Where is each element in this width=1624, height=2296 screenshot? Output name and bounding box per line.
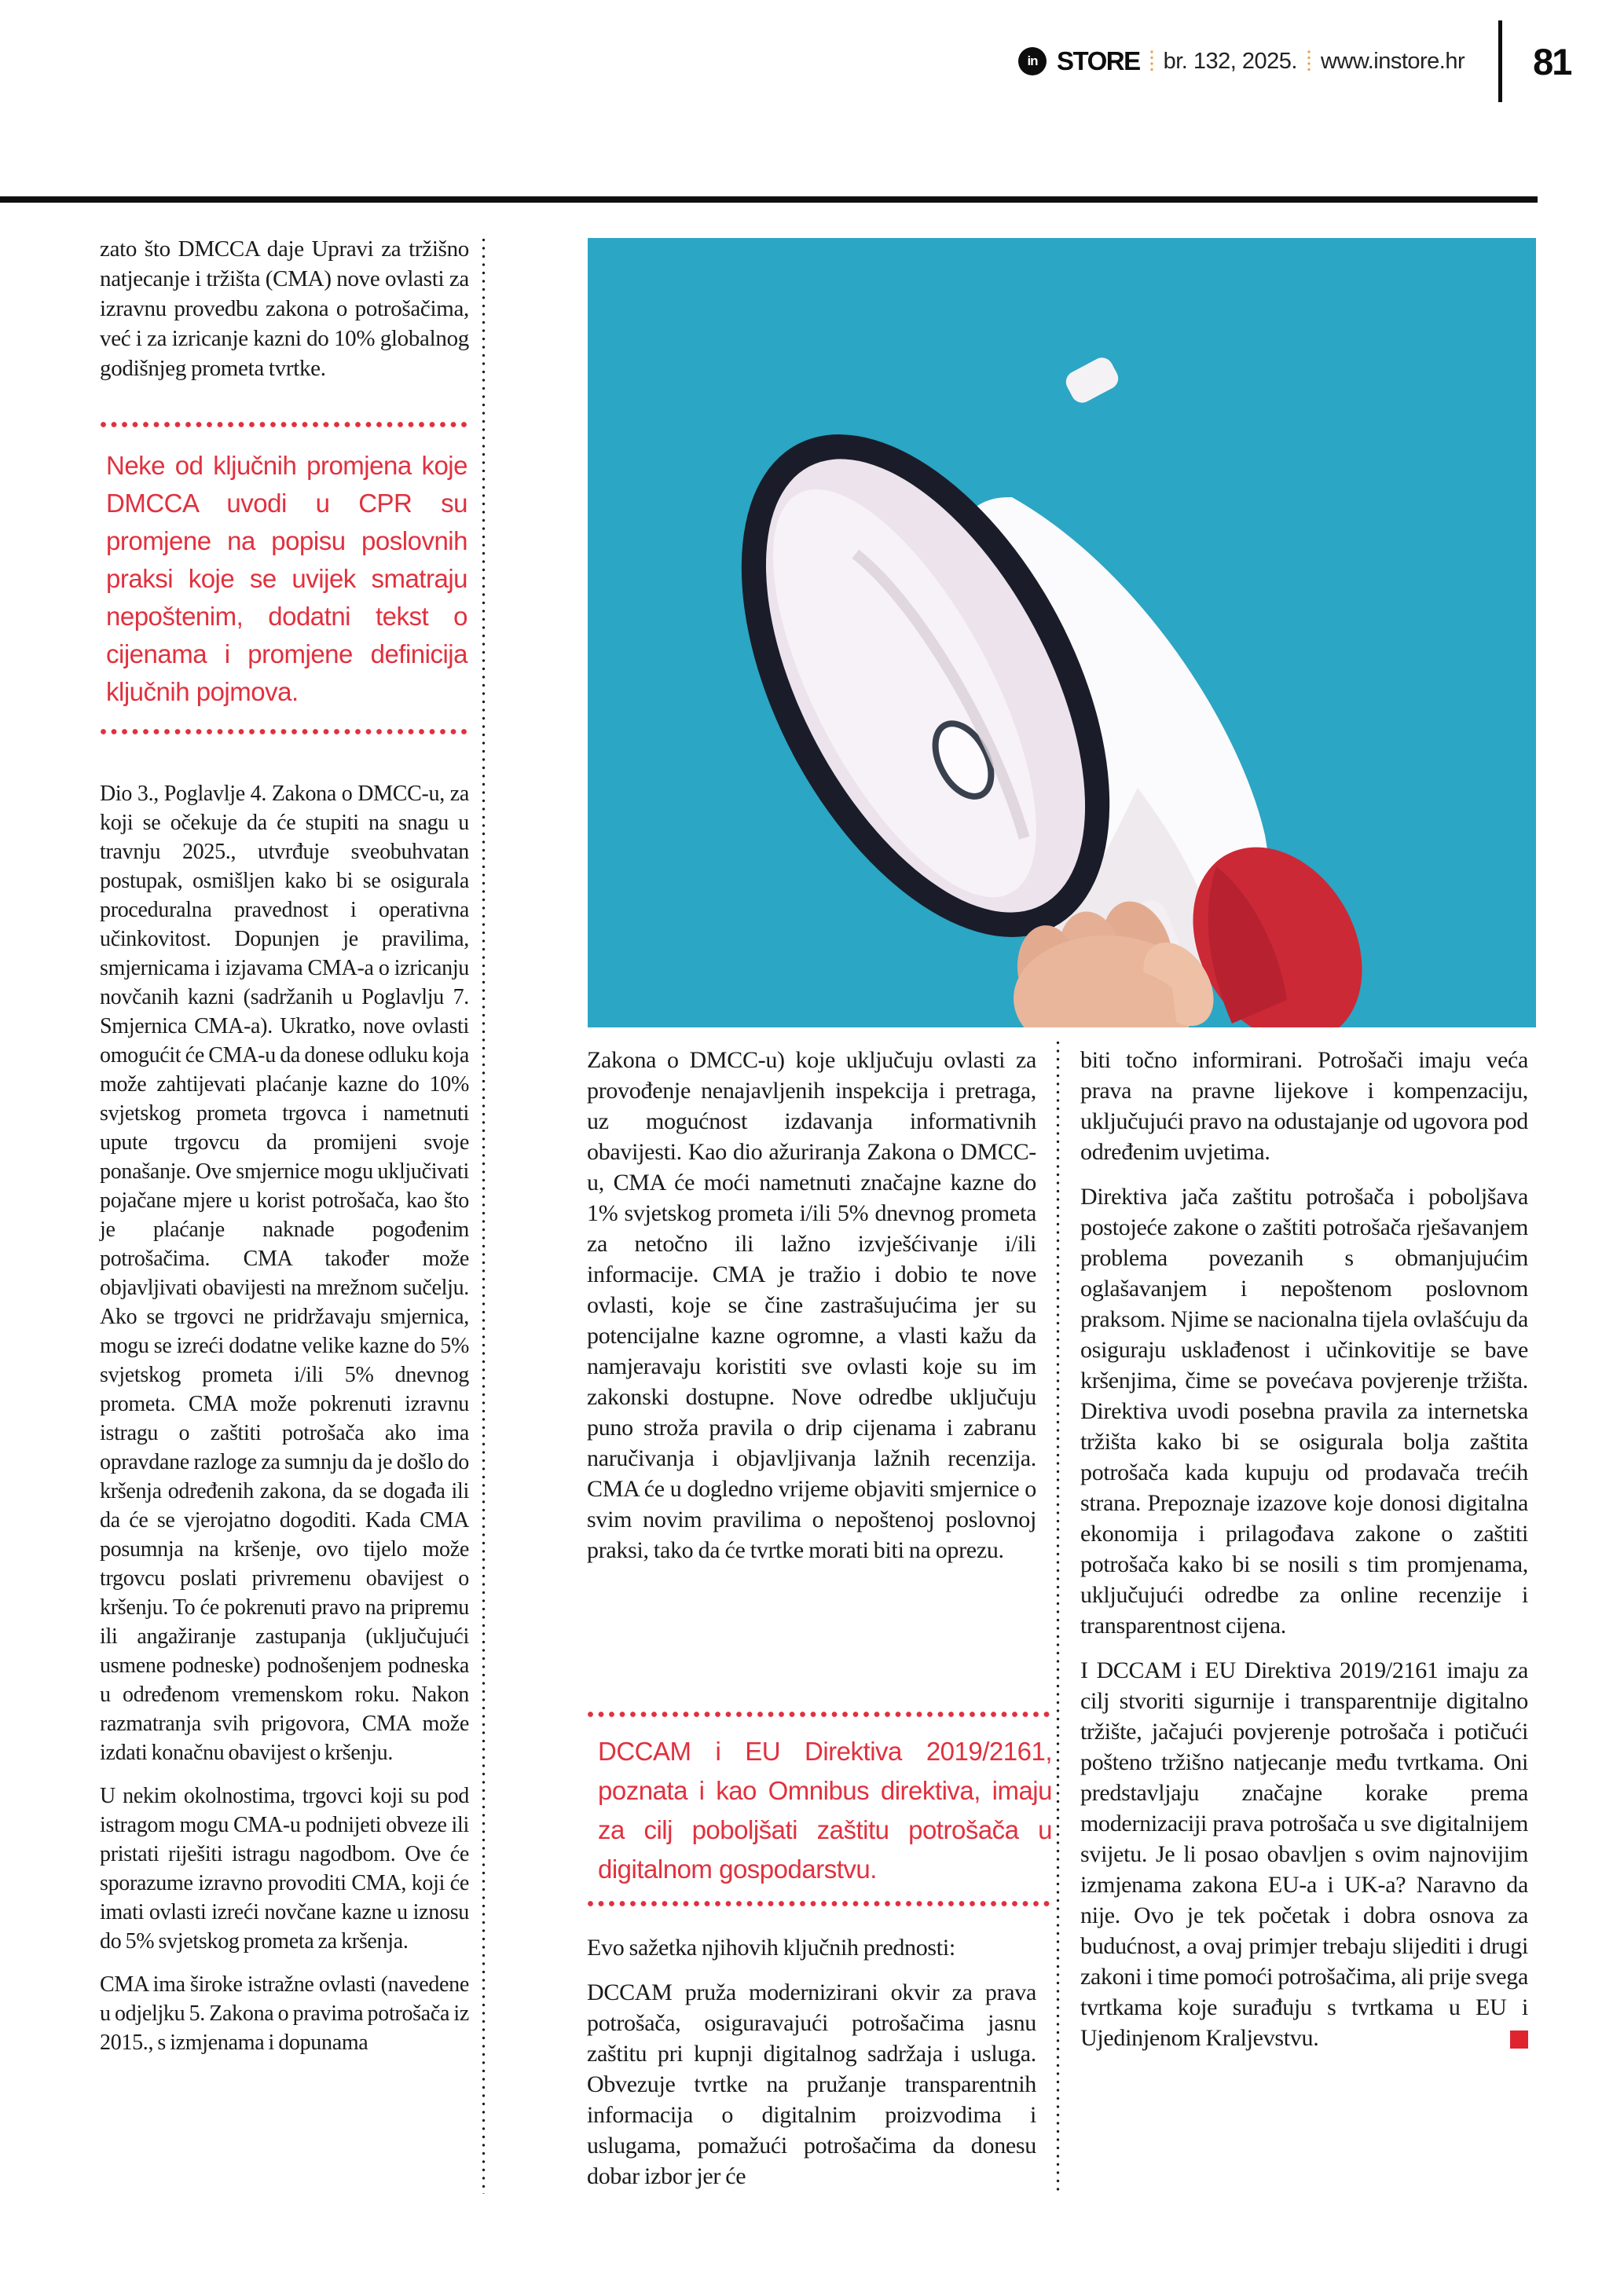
issue-number: br. 132, 2025. bbox=[1163, 48, 1297, 74]
end-of-article-marker bbox=[1510, 2031, 1528, 2049]
body-paragraph: Direktiva jača zaštitu potrošača i poboljšava postojeće zakone o zaštiti potrošača rješavanjem problema povezanih s obmanjujućim oglašavanjem i nepoštenom poslovnom praksom. Njime se nacionalna tijela ovlašćuju da osiguraju usklađenost i učinkovitije se bave kršenjima, čime se povećava povjerenje tržišta. Direktiva uvodi posebna pravila za internetska tržišta kako bi se osigurala bolja zaštita potrošača kada kupuju od prodavača trećih strana. Prepoznaje izazove koje donosi digitalna ekonomija i prilagođava zakone o zaštiti potrošača kako bi se nosili s tim promjenama, uključujući odredbe za online recenzije i transparentnost cijena. bbox=[1080, 1184, 1528, 1639]
body-paragraph: U nekim okolnostima, trgovci koji su pod istragom mogu CMA-u podnijeti obveze ili pristati riješiti istragu nagodbom. Ove će sporazume izravno provoditi CMA, koji će imati ovlasti izreći novčane kazne u iznosu do 5% svjetskog prometa za kršenja. bbox=[100, 1784, 469, 1954]
page-number: 81 bbox=[1533, 40, 1571, 82]
column1-body bbox=[100, 779, 469, 2057]
column2-body-lower bbox=[587, 1932, 1036, 2192]
pull-quote-omnibus bbox=[587, 1711, 1054, 1907]
pull-quote-text: DCCAM i EU Direktiva 2019/2161, poznata i kao Omnibus direktiva, imaju za cilj poboljšati zaštitu potrošača u digitalnom gospodarstvu. bbox=[598, 1737, 1052, 1884]
quote-border-dots bbox=[100, 728, 469, 735]
body-paragraph: Dio 3., Poglavlje 4. Zakona o DMCC-u, za koji se očekuje da će stupiti na snagu u travnju 2025., utvrđuje sveobuhvatan postupak, osmišljen kako bi se osigurala proceduralna pravednost i operativna učinkovitost. Dopunjen je pravilima, smjernicama i izjavama CMA-a o izricanju novčanih kazni (sadržanih u Poglavlju 7. Smjernica CMA-a). Ukratko, nove ovlasti omogućit će CMA-u da donese odluku koja može zahtijevati plaćanje kazne do 10% svjetskog prometa trgovca i nametnuti upute trgovcu da promijeni svoje ponašanje. Ove smjernice mogu uključivati pojačane mjere u korist potrošača, kao što je plaćanje naknade pogođenim potrošačima. CMA također može objavljivati obavijesti na mrežnom sučelju. Ako se trgovci ne pridržavaju smjernica, mogu se izreći dodatne velike kazne do 5% svjetskog prometa i/ili 5% dnevnog prometa. CMA može pokrenuti izravnu istragu o zaštiti potrošača ako ima opravdane razloge za sumnju da je došlo do kršenja određenih zakona, da se događa ili da će se vjerojatno dogoditi. Kada CMA posumnja na kršenje, ovo tijelo može trgovcu poslati privremenu obavijest o kršenju. To će pokrenuti pravo na pripremu ili angažiranje zastupanja (uključujući usmene podneske) podnošenjem podneska u određenom vremenskom roku. Nakon razmatranja svih prigovora, CMA može izdati konačnu obavijest o kršenju. bbox=[100, 782, 469, 1765]
paragraph-text: I DCCAM i EU Direktiva 2019/2161 imaju za cilj stvoriti sigurnije i transparentnije digitalno tržište, jačajući povjerenje potrošača i potičući pošteno tržišno natjecanje među tvrtkama. Oni predstavljaju značajne korake prema modernizaciji prava potrošača u sve digitalnijem svijetu. Je li posao obavljen s ovim najnovijim izmjenama zakona EU-a i UK-a? Naravno da nije. Ovo je tek početak i dobra osnova za budućnost, a ovaj primjer trebaju slijediti i drugi zakoni i time pomoći potrošačima, ali prije svega tvrtkama koje surađuju s tvrtkama u EU i Ujedinjenom Kraljevstvu. bbox=[1080, 1657, 1528, 2051]
column-divider-dots bbox=[1056, 1041, 1060, 2194]
column2-body bbox=[587, 1045, 1036, 1565]
top-rule bbox=[0, 196, 1538, 203]
column1-intro-paragraph: zato što DMCCA daje Upravi za tržišno natjecanje i tržišta (CMA) nove ovlasti za izravnu provedbu zakona o potrošačima, već i za izricanje kazni do 10% globalnog godišnjeg prometa tvrtke. bbox=[100, 236, 469, 381]
header-separator-dots-icon bbox=[1307, 49, 1311, 73]
body-paragraph: DCCAM pruža modernizirani okvir za prava potrošača, osiguravajući potrošačima jasnu zaštitu pri kupnji digitalnog sadržaja i usluga. Obvezuje tvrtke na pružanje transparentnih informacija o digitalnim proizvodima i uslugama, pomažući potrošačima da donesu dobar izbor jer će bbox=[587, 1979, 1036, 2189]
column-divider-dots bbox=[482, 238, 486, 2194]
quote-border-dots bbox=[587, 1711, 1054, 1718]
header-divider-bar bbox=[1498, 20, 1502, 102]
body-paragraph: biti točno informirani. Potrošači imaju veća prava na pravne lijekove i kompenzaciju, uključujući pravo na odustajanje od ugovora pod određenim uvjetima. bbox=[1080, 1047, 1528, 1165]
body-paragraph: Zakona o DMCC-u) koje uključuju ovlasti za provođenje nenajavljenih inspekcija i pretraga, uz mogućnost izdavanja informativnih obavijesti. Kao dio ažuriranja Zakona o DMCC-u, CMA će moći nametnuti značajne kazne do 1% svjetskog prometa i/ili 5% dnevnog prometa za netočno ili lažno izvješćivanje i/ili informacije. CMA je tražio i dobio te nove ovlasti, koje se čine zastrašujućima jer su potencijalne kazne ogromne, a vlasti kažu da namjeravaju koristiti sve ovlasti koje su im zakonski dostupne. Nove odredbe uključuju puno stroža pravila o drip cijenama i zabranu naručivanja i objavljivanja lažnih recenzija. CMA će u dogledno vrijeme objaviti smjernice o svim novim pravilima o nepoštenoj poslovnoj praksi, tako da će tvrtke morati biti na oprezu. bbox=[587, 1047, 1036, 1563]
body-paragraph bbox=[1080, 1655, 1528, 2053]
header-separator-dots-icon bbox=[1150, 49, 1153, 73]
instore-logo-icon: in bbox=[1018, 47, 1047, 75]
quote-border-dots bbox=[100, 421, 469, 428]
body-paragraph: CMA ima široke istražne ovlasti (navedene u odjeljku 5. Zakona o pravima potrošača iz 2015., s izmjenama i dopunama bbox=[100, 1972, 469, 2055]
page-header bbox=[1018, 17, 1571, 105]
column3-body bbox=[1080, 1045, 1528, 2053]
website-url: www.instore.hr bbox=[1320, 48, 1465, 74]
pull-quote-text: Neke od ključnih promjena koje DMCCA uvodi u CPR su promjene na popisu poslovnih praksi koje se uvijek smatraju nepoštenim, dodatni tekst o cijenama i promjene definicija ključnih pojmova. bbox=[106, 451, 467, 706]
body-paragraph: Evo sažetka njihovih ključnih prednosti: bbox=[587, 1935, 955, 1961]
megaphone-photo bbox=[588, 238, 1536, 1027]
pull-quote-dmcca bbox=[100, 421, 469, 735]
quote-border-dots bbox=[587, 1900, 1054, 1907]
brand-wordmark: STORE bbox=[1057, 46, 1140, 75]
